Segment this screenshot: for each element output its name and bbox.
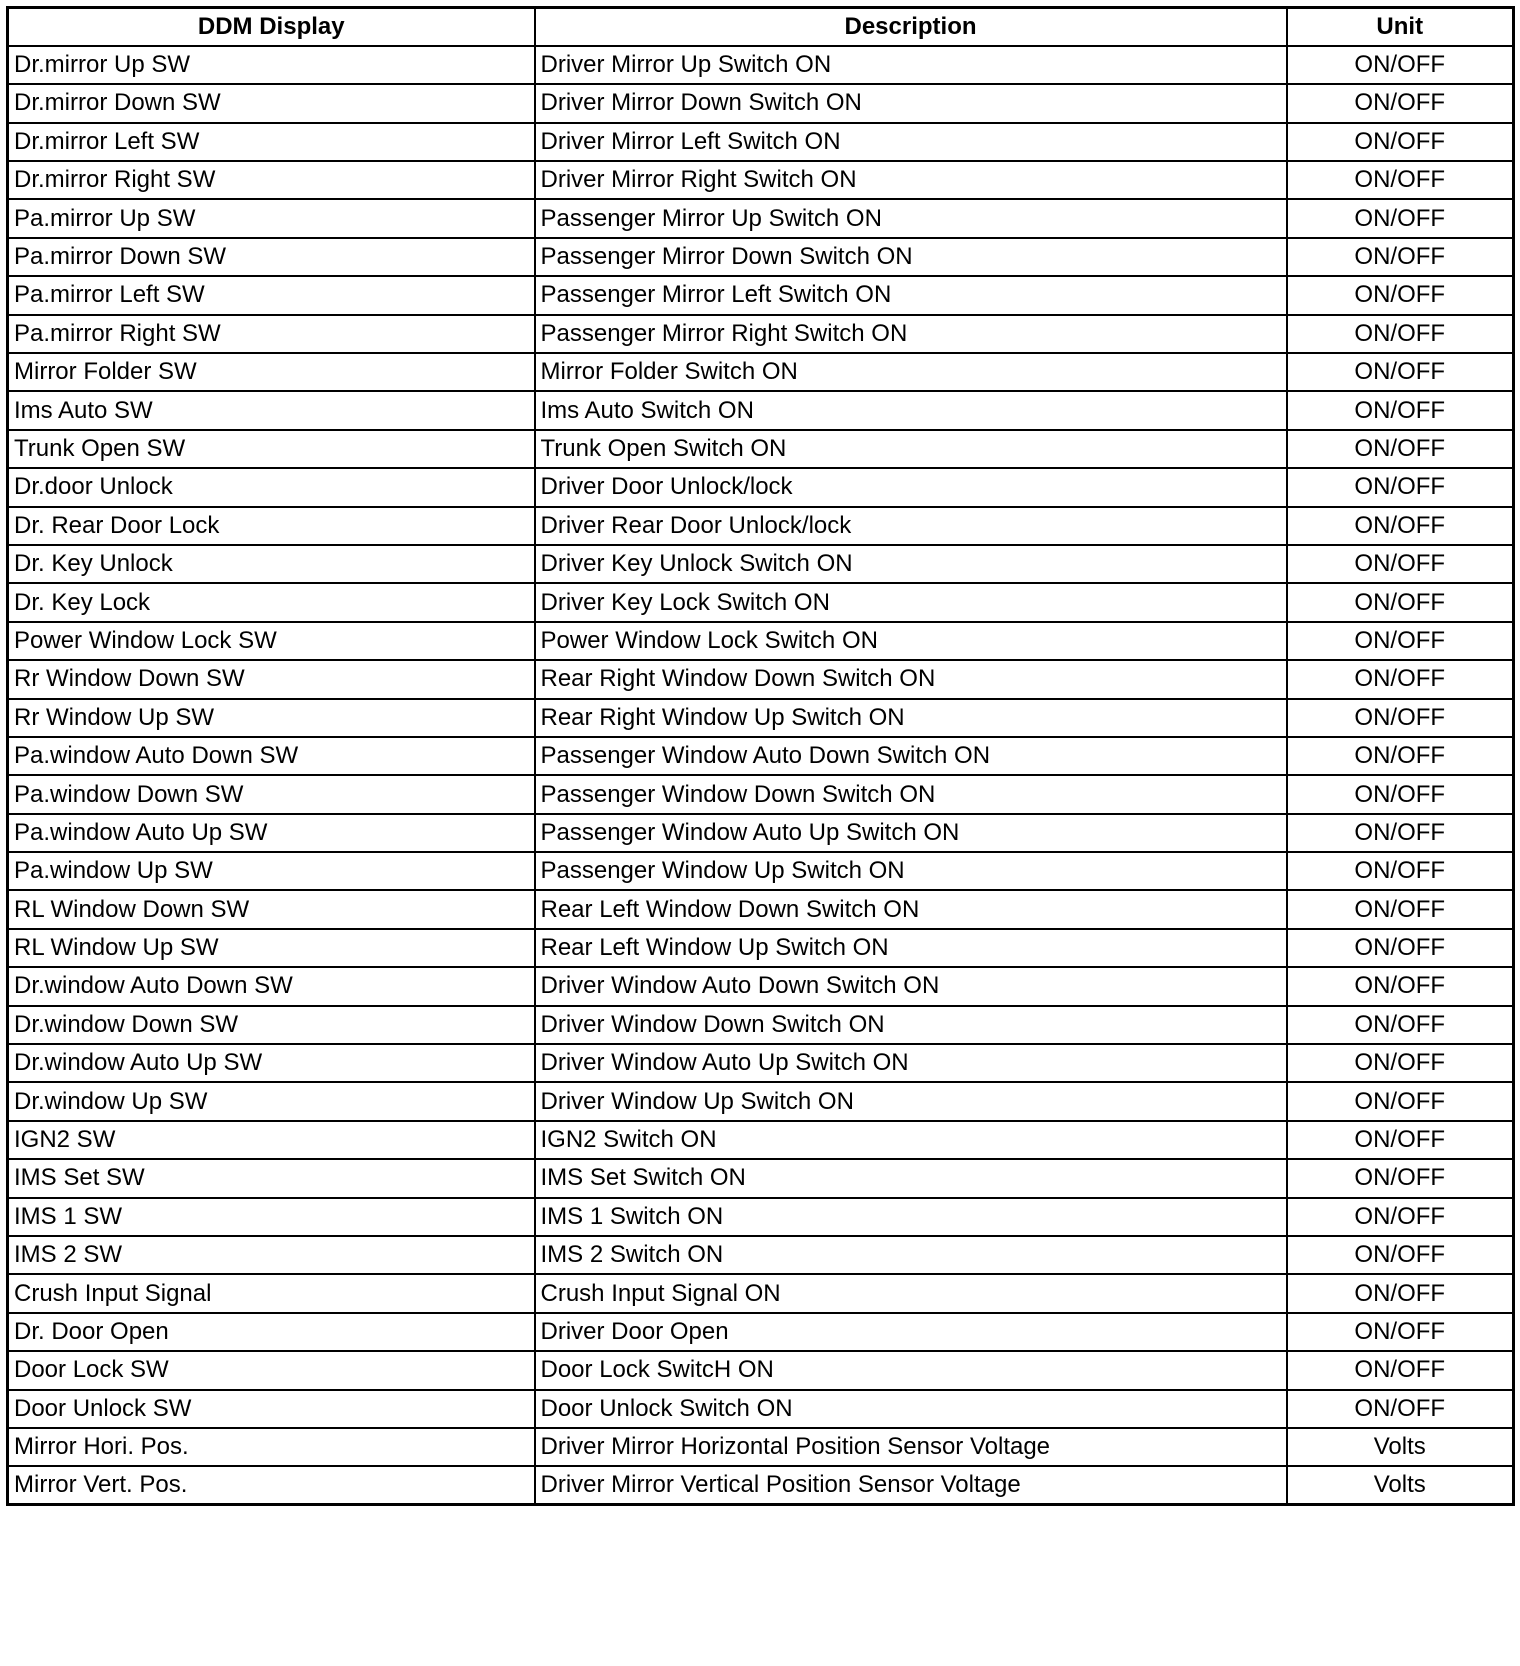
cell-ddm-display: Dr.mirror Right SW — [8, 161, 535, 199]
cell-ddm-display: Mirror Vert. Pos. — [8, 1466, 535, 1504]
table-row — [8, 46, 1514, 84]
cell-unit: ON/OFF — [1287, 775, 1514, 813]
cell-unit: ON/OFF — [1287, 583, 1514, 621]
cell-description: IMS 1 Switch ON — [535, 1198, 1287, 1236]
table-row — [8, 1198, 1514, 1236]
cell-unit: Volts — [1287, 1428, 1514, 1466]
header-description: Description — [535, 8, 1287, 46]
cell-unit: ON/OFF — [1287, 1274, 1514, 1312]
cell-description: Rear Right Window Up Switch ON — [535, 699, 1287, 737]
cell-description: Passenger Mirror Left Switch ON — [535, 276, 1287, 314]
cell-description: Passenger Window Down Switch ON — [535, 775, 1287, 813]
table-row — [8, 1274, 1514, 1312]
cell-unit: ON/OFF — [1287, 391, 1514, 429]
cell-description: IGN2 Switch ON — [535, 1121, 1287, 1159]
table-row — [8, 1236, 1514, 1274]
cell-unit: ON/OFF — [1287, 46, 1514, 84]
cell-unit: ON/OFF — [1287, 84, 1514, 122]
cell-description: Driver Window Up Switch ON — [535, 1082, 1287, 1120]
cell-description: Rear Right Window Down Switch ON — [535, 660, 1287, 698]
cell-ddm-display: IMS 1 SW — [8, 1198, 535, 1236]
cell-ddm-display: Door Unlock SW — [8, 1390, 535, 1428]
cell-unit: ON/OFF — [1287, 814, 1514, 852]
cell-unit: ON/OFF — [1287, 737, 1514, 775]
table-row — [8, 507, 1514, 545]
cell-ddm-display: Trunk Open SW — [8, 430, 535, 468]
cell-ddm-display: Dr. Rear Door Lock — [8, 507, 535, 545]
cell-description: Driver Mirror Vertical Position Sensor Voltage — [535, 1466, 1287, 1504]
cell-ddm-display: Pa.mirror Left SW — [8, 276, 535, 314]
cell-unit: ON/OFF — [1287, 199, 1514, 237]
cell-unit: ON/OFF — [1287, 1198, 1514, 1236]
cell-unit: ON/OFF — [1287, 315, 1514, 353]
table-row — [8, 699, 1514, 737]
cell-description: Driver Door Unlock/lock — [535, 468, 1287, 506]
cell-ddm-display: Pa.mirror Right SW — [8, 315, 535, 353]
cell-unit: ON/OFF — [1287, 660, 1514, 698]
cell-ddm-display: RL Window Up SW — [8, 929, 535, 967]
table-row — [8, 430, 1514, 468]
cell-unit: ON/OFF — [1287, 1006, 1514, 1044]
cell-description: Mirror Folder Switch ON — [535, 353, 1287, 391]
cell-description: Trunk Open Switch ON — [535, 430, 1287, 468]
cell-ddm-display: Dr.mirror Left SW — [8, 123, 535, 161]
cell-description: Ims Auto Switch ON — [535, 391, 1287, 429]
cell-description: Driver Mirror Down Switch ON — [535, 84, 1287, 122]
cell-ddm-display: Dr.mirror Up SW — [8, 46, 535, 84]
cell-ddm-display: Dr. Key Unlock — [8, 545, 535, 583]
table-row — [8, 737, 1514, 775]
table-row — [8, 967, 1514, 1005]
cell-unit: ON/OFF — [1287, 545, 1514, 583]
cell-ddm-display: RL Window Down SW — [8, 890, 535, 928]
cell-ddm-display: Mirror Hori. Pos. — [8, 1428, 535, 1466]
table-row — [8, 1390, 1514, 1428]
table-row — [8, 1159, 1514, 1197]
cell-description: Driver Key Unlock Switch ON — [535, 545, 1287, 583]
cell-description: Passenger Window Auto Down Switch ON — [535, 737, 1287, 775]
table-row — [8, 161, 1514, 199]
cell-unit: Volts — [1287, 1466, 1514, 1504]
cell-ddm-display: Dr.window Auto Down SW — [8, 967, 535, 1005]
table-row — [8, 1313, 1514, 1351]
cell-unit: ON/OFF — [1287, 507, 1514, 545]
cell-description: Passenger Mirror Down Switch ON — [535, 238, 1287, 276]
table-row — [8, 583, 1514, 621]
table-row — [8, 929, 1514, 967]
cell-ddm-display: Crush Input Signal — [8, 1274, 535, 1312]
cell-unit: ON/OFF — [1287, 161, 1514, 199]
cell-unit: ON/OFF — [1287, 699, 1514, 737]
cell-description: Passenger Mirror Right Switch ON — [535, 315, 1287, 353]
table-row — [8, 199, 1514, 237]
cell-ddm-display: Door Lock SW — [8, 1351, 535, 1389]
cell-description: Crush Input Signal ON — [535, 1274, 1287, 1312]
cell-ddm-display: Dr.door Unlock — [8, 468, 535, 506]
cell-description: Driver Door Open — [535, 1313, 1287, 1351]
cell-unit: ON/OFF — [1287, 238, 1514, 276]
cell-description: Passenger Mirror Up Switch ON — [535, 199, 1287, 237]
cell-ddm-display: Pa.mirror Down SW — [8, 238, 535, 276]
cell-unit: ON/OFF — [1287, 1082, 1514, 1120]
cell-ddm-display: Pa.window Auto Down SW — [8, 737, 535, 775]
table-row — [8, 814, 1514, 852]
table-row — [8, 852, 1514, 890]
cell-ddm-display: IMS Set SW — [8, 1159, 535, 1197]
table-row — [8, 315, 1514, 353]
cell-description: Power Window Lock Switch ON — [535, 622, 1287, 660]
table-row — [8, 545, 1514, 583]
cell-ddm-display: Dr.mirror Down SW — [8, 84, 535, 122]
cell-ddm-display: Dr.window Auto Up SW — [8, 1044, 535, 1082]
cell-unit: ON/OFF — [1287, 468, 1514, 506]
cell-ddm-display: Pa.window Up SW — [8, 852, 535, 890]
cell-ddm-display: Ims Auto SW — [8, 391, 535, 429]
cell-description: Passenger Window Auto Up Switch ON — [535, 814, 1287, 852]
cell-unit: ON/OFF — [1287, 1236, 1514, 1274]
table-row — [8, 890, 1514, 928]
cell-ddm-display: Dr.window Up SW — [8, 1082, 535, 1120]
table-row — [8, 1351, 1514, 1389]
table-row — [8, 276, 1514, 314]
cell-unit: ON/OFF — [1287, 929, 1514, 967]
table-row — [8, 123, 1514, 161]
table-row — [8, 1121, 1514, 1159]
cell-ddm-display: Dr.window Down SW — [8, 1006, 535, 1044]
table-row — [8, 84, 1514, 122]
cell-unit: ON/OFF — [1287, 852, 1514, 890]
cell-ddm-display: Pa.window Down SW — [8, 775, 535, 813]
cell-description: Driver Mirror Right Switch ON — [535, 161, 1287, 199]
cell-description: Driver Key Lock Switch ON — [535, 583, 1287, 621]
cell-description: Driver Window Auto Up Switch ON — [535, 1044, 1287, 1082]
header-ddm-display: DDM Display — [8, 8, 535, 46]
cell-unit: ON/OFF — [1287, 1390, 1514, 1428]
header-unit: Unit — [1287, 8, 1514, 46]
cell-unit: ON/OFF — [1287, 1044, 1514, 1082]
cell-ddm-display: Power Window Lock SW — [8, 622, 535, 660]
cell-description: Rear Left Window Down Switch ON — [535, 890, 1287, 928]
cell-description: Passenger Window Up Switch ON — [535, 852, 1287, 890]
table-row — [8, 1466, 1514, 1504]
cell-ddm-display: Pa.window Auto Up SW — [8, 814, 535, 852]
cell-unit: ON/OFF — [1287, 1159, 1514, 1197]
table-row — [8, 775, 1514, 813]
cell-description: Driver Mirror Horizontal Position Sensor Voltage — [535, 1428, 1287, 1466]
table-body — [8, 46, 1514, 1505]
table-row — [8, 391, 1514, 429]
table-row — [8, 353, 1514, 391]
cell-description: Driver Window Down Switch ON — [535, 1006, 1287, 1044]
table-row — [8, 1044, 1514, 1082]
cell-ddm-display: Dr. Key Lock — [8, 583, 535, 621]
cell-ddm-display: IMS 2 SW — [8, 1236, 535, 1274]
table-row — [8, 1082, 1514, 1120]
table-row — [8, 660, 1514, 698]
table-row — [8, 622, 1514, 660]
cell-unit: ON/OFF — [1287, 967, 1514, 1005]
cell-ddm-display: Rr Window Up SW — [8, 699, 535, 737]
cell-ddm-display: Pa.mirror Up SW — [8, 199, 535, 237]
cell-unit: ON/OFF — [1287, 123, 1514, 161]
cell-description: IMS Set Switch ON — [535, 1159, 1287, 1197]
cell-unit: ON/OFF — [1287, 1121, 1514, 1159]
cell-description: Door Lock SwitcH ON — [535, 1351, 1287, 1389]
cell-description: Rear Left Window Up Switch ON — [535, 929, 1287, 967]
table-row — [8, 1006, 1514, 1044]
cell-unit: ON/OFF — [1287, 1351, 1514, 1389]
cell-description: Driver Mirror Left Switch ON — [535, 123, 1287, 161]
cell-ddm-display: Rr Window Down SW — [8, 660, 535, 698]
cell-unit: ON/OFF — [1287, 430, 1514, 468]
cell-description: Driver Window Auto Down Switch ON — [535, 967, 1287, 1005]
cell-description: Driver Mirror Up Switch ON — [535, 46, 1287, 84]
cell-unit: ON/OFF — [1287, 1313, 1514, 1351]
table-header-row — [8, 8, 1514, 46]
table-row — [8, 1428, 1514, 1466]
cell-description: IMS 2 Switch ON — [535, 1236, 1287, 1274]
cell-ddm-display: Mirror Folder SW — [8, 353, 535, 391]
cell-unit: ON/OFF — [1287, 890, 1514, 928]
table-row — [8, 238, 1514, 276]
cell-ddm-display: IGN2 SW — [8, 1121, 535, 1159]
ddm-table — [6, 6, 1515, 1506]
cell-ddm-display: Dr. Door Open — [8, 1313, 535, 1351]
cell-unit: ON/OFF — [1287, 353, 1514, 391]
cell-description: Driver Rear Door Unlock/lock — [535, 507, 1287, 545]
cell-unit: ON/OFF — [1287, 276, 1514, 314]
table-row — [8, 468, 1514, 506]
cell-description: Door Unlock Switch ON — [535, 1390, 1287, 1428]
cell-unit: ON/OFF — [1287, 622, 1514, 660]
